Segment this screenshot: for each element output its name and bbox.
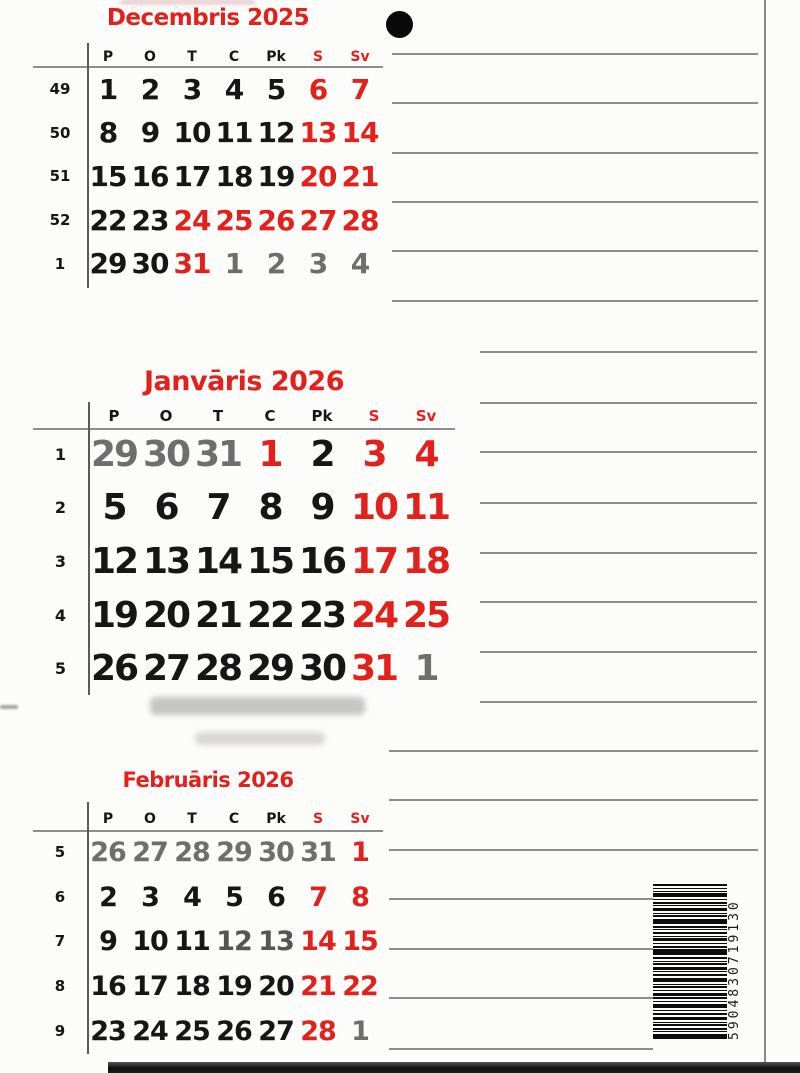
day-cell: 18 bbox=[402, 540, 450, 582]
day-cell: 31 bbox=[350, 648, 398, 690]
note-line bbox=[480, 651, 757, 653]
day-cell: 16 bbox=[90, 971, 126, 1003]
note-line bbox=[389, 948, 653, 950]
day-cell: 23 bbox=[90, 1016, 126, 1048]
day-cell: 22 bbox=[89, 203, 127, 237]
grid-divider-line bbox=[87, 43, 89, 288]
day-cell: 25 bbox=[215, 203, 253, 237]
day-cell: 17 bbox=[132, 971, 168, 1003]
day-cell: 27 bbox=[299, 203, 337, 237]
day-cell: 27 bbox=[142, 648, 190, 690]
note-line bbox=[392, 102, 758, 104]
week-number: 6 bbox=[54, 887, 66, 906]
day-cell: 13 bbox=[299, 116, 337, 150]
day-cell: 27 bbox=[132, 836, 168, 868]
calendar-grid bbox=[33, 804, 381, 1054]
day-cell: 7 bbox=[350, 72, 370, 106]
day-header: T bbox=[187, 811, 197, 827]
week-number: 1 bbox=[54, 254, 66, 273]
day-cell: 26 bbox=[257, 203, 295, 237]
day-cell: 9 bbox=[310, 487, 334, 529]
week-number: 1 bbox=[54, 444, 67, 464]
day-cell: 12 bbox=[90, 540, 138, 582]
day-cell: 7 bbox=[206, 487, 230, 529]
day-header: P bbox=[102, 49, 114, 65]
month-calendar-decembris bbox=[33, 5, 383, 281]
day-cell: 3 bbox=[182, 72, 202, 106]
note-line bbox=[480, 451, 757, 453]
week-number: 52 bbox=[49, 211, 71, 230]
day-cell: 2 bbox=[310, 433, 334, 475]
day-cell: 10 bbox=[350, 487, 398, 529]
day-cell: 10 bbox=[173, 116, 211, 150]
page-edge-shadow bbox=[108, 1062, 800, 1073]
day-cell: 1 bbox=[98, 72, 118, 106]
day-header: Pk bbox=[266, 49, 286, 65]
page-edge-line bbox=[764, 0, 766, 1073]
barcode-bars bbox=[653, 884, 727, 1042]
note-line bbox=[480, 351, 757, 353]
day-cell: 2 bbox=[99, 881, 117, 913]
day-cell: 30 bbox=[131, 247, 169, 281]
note-line bbox=[480, 502, 757, 504]
day-cell: 15 bbox=[89, 159, 127, 193]
week-number: 50 bbox=[49, 123, 71, 142]
print-smudge bbox=[195, 732, 325, 745]
day-header: Sv bbox=[350, 49, 370, 65]
note-line bbox=[392, 53, 758, 55]
hole-punch bbox=[386, 11, 413, 38]
month-title: Februāris 2026 bbox=[122, 768, 294, 792]
note-line bbox=[480, 701, 757, 703]
day-cell: 28 bbox=[341, 203, 379, 237]
note-line bbox=[392, 250, 758, 252]
day-cell: 20 bbox=[299, 159, 337, 193]
note-line bbox=[389, 750, 758, 752]
day-cell: 14 bbox=[341, 116, 379, 150]
day-header: S bbox=[368, 407, 380, 425]
day-cell: 4 bbox=[224, 72, 244, 106]
day-cell: 25 bbox=[402, 594, 450, 636]
day-cell: 1 bbox=[351, 836, 369, 868]
week-number: 2 bbox=[54, 498, 67, 518]
grid-divider-line bbox=[87, 802, 89, 1054]
day-header: O bbox=[144, 49, 156, 65]
day-cell: 28 bbox=[194, 648, 242, 690]
day-cell: 29 bbox=[90, 433, 138, 475]
print-smudge bbox=[150, 697, 365, 715]
note-line bbox=[389, 997, 653, 999]
note-line bbox=[389, 849, 758, 851]
day-cell: 20 bbox=[258, 971, 294, 1003]
day-cell: 8 bbox=[98, 116, 118, 150]
day-cell: 2 bbox=[266, 247, 286, 281]
day-cell: 7 bbox=[309, 881, 327, 913]
day-cell: 24 bbox=[350, 594, 398, 636]
day-header: Sv bbox=[415, 407, 437, 425]
day-cell: 11 bbox=[174, 926, 210, 958]
day-cell: 8 bbox=[351, 881, 369, 913]
day-cell: 24 bbox=[173, 203, 211, 237]
day-cell: 12 bbox=[257, 116, 295, 150]
day-cell: 19 bbox=[257, 159, 295, 193]
grid-divider-line bbox=[88, 402, 90, 695]
day-header: P bbox=[102, 811, 114, 827]
day-cell: 4 bbox=[350, 247, 370, 281]
grid-header-rule bbox=[33, 66, 383, 68]
calendar-grid bbox=[33, 43, 381, 286]
month-calendar-februaris bbox=[33, 768, 383, 1048]
day-cell: 16 bbox=[298, 540, 346, 582]
month-title: Janvāris 2026 bbox=[144, 366, 344, 397]
day-cell: 2 bbox=[140, 72, 160, 106]
day-cell: 9 bbox=[140, 116, 160, 150]
day-cell: 3 bbox=[362, 433, 386, 475]
day-cell: 1 bbox=[351, 1016, 369, 1048]
day-cell: 1 bbox=[224, 247, 244, 281]
day-cell: 19 bbox=[90, 594, 138, 636]
day-cell: 18 bbox=[174, 971, 210, 1003]
month-title: Decembris 2025 bbox=[106, 5, 310, 31]
day-cell: 6 bbox=[154, 487, 178, 529]
day-cell: 28 bbox=[174, 836, 210, 868]
day-cell: 13 bbox=[142, 540, 190, 582]
barcode-number: 5904830719130 bbox=[727, 899, 742, 1040]
day-cell: 24 bbox=[132, 1016, 168, 1048]
grid-corner bbox=[33, 404, 88, 428]
day-cell: 4 bbox=[183, 881, 201, 913]
note-line bbox=[480, 552, 757, 554]
day-cell: 23 bbox=[298, 594, 346, 636]
day-cell: 29 bbox=[89, 247, 127, 281]
day-cell: 10 bbox=[132, 926, 168, 958]
day-cell: 11 bbox=[402, 487, 450, 529]
week-number: 9 bbox=[54, 1022, 66, 1041]
week-number: 5 bbox=[54, 842, 66, 861]
day-header: Sv bbox=[350, 811, 370, 827]
day-cell: 19 bbox=[216, 971, 252, 1003]
grid-header-rule bbox=[33, 428, 455, 430]
day-header: Pk bbox=[266, 811, 286, 827]
print-smudge bbox=[120, 0, 255, 4]
day-cell: 31 bbox=[194, 433, 242, 475]
note-line bbox=[389, 898, 653, 900]
day-cell: 31 bbox=[300, 836, 336, 868]
day-cell: 22 bbox=[342, 971, 378, 1003]
day-header: T bbox=[187, 49, 197, 65]
day-cell: 21 bbox=[194, 594, 242, 636]
week-number: 51 bbox=[49, 167, 71, 186]
day-header: S bbox=[312, 49, 324, 65]
week-number: 5 bbox=[54, 659, 67, 679]
day-cell: 20 bbox=[142, 594, 190, 636]
day-cell: 21 bbox=[341, 159, 379, 193]
week-number: 7 bbox=[54, 932, 66, 951]
day-cell: 4 bbox=[414, 433, 438, 475]
day-cell: 26 bbox=[90, 836, 126, 868]
day-cell: 22 bbox=[246, 594, 294, 636]
grid-corner bbox=[33, 804, 87, 830]
day-cell: 27 bbox=[258, 1016, 294, 1048]
day-cell: 3 bbox=[141, 881, 159, 913]
day-cell: 6 bbox=[267, 881, 285, 913]
day-header: T bbox=[212, 407, 224, 425]
week-number: 8 bbox=[54, 977, 66, 996]
day-cell: 12 bbox=[216, 926, 252, 958]
day-cell: 15 bbox=[342, 926, 378, 958]
week-number: 49 bbox=[49, 80, 71, 99]
day-cell: 17 bbox=[173, 159, 211, 193]
day-cell: 30 bbox=[298, 648, 346, 690]
day-cell: 30 bbox=[142, 433, 190, 475]
day-header: Pk bbox=[311, 407, 333, 425]
month-calendar-janvaris bbox=[33, 366, 455, 690]
week-number: 3 bbox=[54, 551, 67, 571]
day-cell: 1 bbox=[414, 648, 438, 690]
day-cell: 28 bbox=[300, 1016, 336, 1048]
day-cell: 5 bbox=[102, 487, 126, 529]
day-cell: 1 bbox=[258, 433, 282, 475]
note-line bbox=[392, 152, 758, 154]
note-line bbox=[389, 1048, 653, 1050]
day-cell: 14 bbox=[194, 540, 242, 582]
day-cell: 8 bbox=[258, 487, 282, 529]
day-cell: 6 bbox=[308, 72, 328, 106]
day-cell: 25 bbox=[174, 1016, 210, 1048]
day-cell: 9 bbox=[99, 926, 117, 958]
day-cell: 5 bbox=[225, 881, 243, 913]
note-line bbox=[392, 201, 758, 203]
print-smudge bbox=[0, 705, 18, 709]
day-header: C bbox=[228, 811, 240, 827]
day-header: S bbox=[312, 811, 324, 827]
grid-corner bbox=[33, 43, 87, 68]
grid-header-rule bbox=[33, 830, 383, 832]
day-cell: 14 bbox=[300, 926, 336, 958]
day-cell: 3 bbox=[308, 247, 328, 281]
day-cell: 31 bbox=[173, 247, 211, 281]
week-number: 4 bbox=[54, 605, 67, 625]
day-cell: 30 bbox=[258, 836, 294, 868]
day-cell: 15 bbox=[246, 540, 294, 582]
day-cell: 18 bbox=[215, 159, 253, 193]
barcode bbox=[653, 882, 749, 1044]
day-header: O bbox=[144, 811, 156, 827]
day-header: P bbox=[108, 407, 120, 425]
note-line bbox=[389, 799, 758, 801]
day-cell: 16 bbox=[131, 159, 169, 193]
day-header: C bbox=[228, 49, 240, 65]
day-cell: 17 bbox=[350, 540, 398, 582]
day-header: C bbox=[264, 407, 276, 425]
day-header: O bbox=[159, 407, 173, 425]
day-cell: 13 bbox=[258, 926, 294, 958]
day-cell: 5 bbox=[266, 72, 286, 106]
note-line bbox=[480, 402, 757, 404]
day-cell: 21 bbox=[300, 971, 336, 1003]
day-cell: 11 bbox=[215, 116, 253, 150]
day-cell: 23 bbox=[131, 203, 169, 237]
calendar-grid bbox=[33, 404, 452, 696]
day-cell: 26 bbox=[90, 648, 138, 690]
note-line bbox=[480, 601, 757, 603]
note-line bbox=[392, 300, 758, 302]
day-cell: 29 bbox=[216, 836, 252, 868]
day-cell: 26 bbox=[216, 1016, 252, 1048]
day-cell: 29 bbox=[246, 648, 294, 690]
